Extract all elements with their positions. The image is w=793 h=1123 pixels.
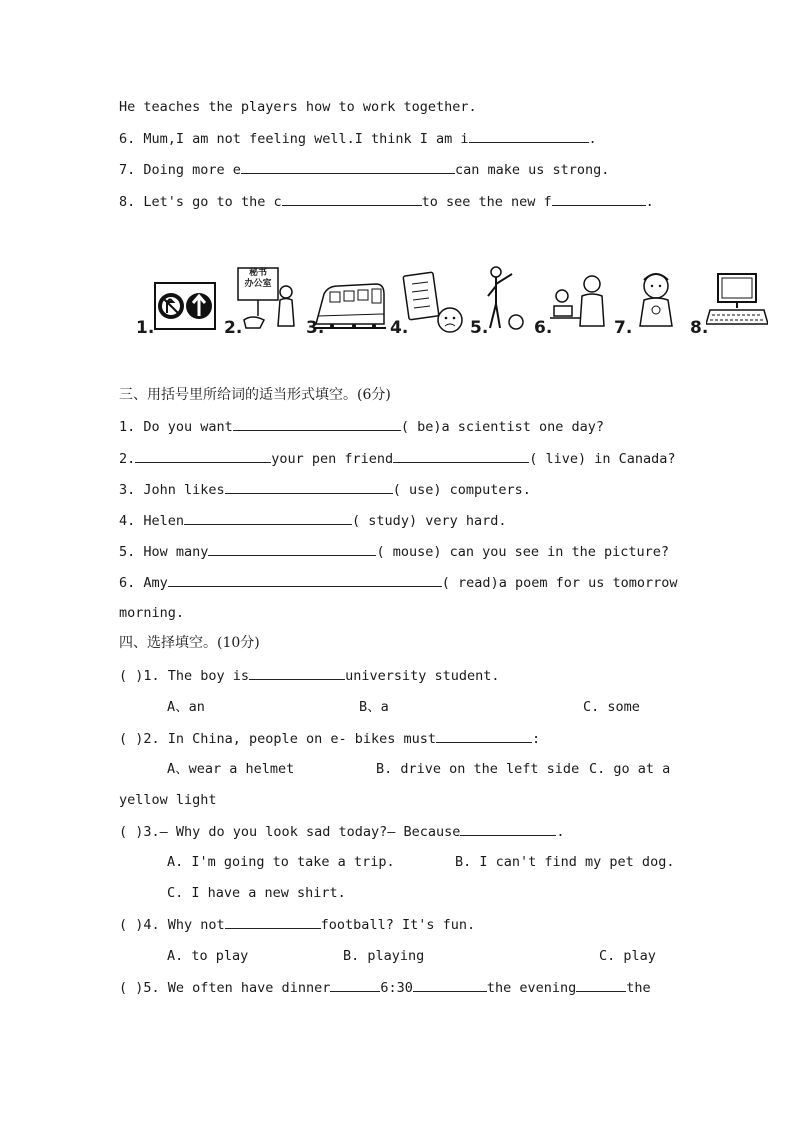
fill-in-8: 8. Let's go to the c to see the new f . [119,194,654,210]
answer-blank[interactable] [413,978,487,992]
subway-train-icon [314,280,386,332]
traffic-signs-icon [154,282,216,330]
answer-blank[interactable] [460,822,556,836]
answer-blank[interactable] [168,573,442,587]
section-4-heading: 四、选择填空。(10分) [119,635,260,651]
mcq-2-option-b[interactable]: B. drive on the left side [376,761,580,777]
answer-blank[interactable] [576,978,626,992]
answer-paren[interactable]: ( ) [119,980,144,996]
question-number: 8. [119,194,136,210]
picture-label: 6. [534,318,553,338]
question-number: 7. [119,162,136,178]
picture-label: 5. [470,318,489,338]
mcq-5-stem: ( )5. We often have dinner 6:30 the evening the [119,980,651,996]
answer-blank[interactable] [436,729,532,743]
mcq-1-stem: ( )1. The boy is university student. [119,668,500,684]
section-3-item-3: 3. John likes ( use) computers. [119,482,531,498]
mcq-4-option-a[interactable]: A. to play [167,948,249,964]
answer-blank[interactable] [184,511,352,525]
section-3-item-6: 6. Amy ( read)a poem for us tomorrow [119,575,678,591]
sick-girl-icon [630,268,680,332]
section-3-item-5: 5. How many ( mouse) can you see in the picture? [119,544,670,560]
fill-in-7: 7. Doing more e can make us strong. [119,162,610,178]
picture-label: 7. [614,318,633,338]
answer-blank[interactable] [208,542,376,556]
mcq-4-stem: ( )4. Why not football? It's fun. [119,917,476,933]
answer-blank[interactable] [241,160,455,174]
answer-blank[interactable] [233,417,401,431]
picture-label: 3. [306,318,325,338]
mcq-1-option-b[interactable]: B、a [359,699,389,715]
mcq-2-option-c-continued: yellow light [119,792,217,808]
answer-blank[interactable] [282,192,422,206]
picture-label: 1. [136,318,155,338]
mcq-2-option-a[interactable]: A、wear a helmet [167,761,295,777]
answer-blank[interactable] [225,480,393,494]
mcq-1-option-c[interactable]: C. some [583,699,640,715]
section-3-item-6-continued: morning. [119,605,185,621]
answer-paren[interactable]: ( ) [119,917,144,933]
answer-paren[interactable]: ( ) [119,824,144,840]
answer-blank[interactable] [330,978,380,992]
mcq-4-option-b[interactable]: B. playing [343,948,425,964]
checklist-worried-face-icon [402,270,466,334]
picture-strip [130,262,770,340]
section-3-item-2: 2. your pen friend ( live) in Canada? [119,451,676,467]
picture-label: 2. [224,318,243,338]
teacher-student-icon [546,272,608,332]
mcq-1-option-a[interactable]: A、an [167,699,205,715]
mcq-2-option-c[interactable]: C. go at a [589,761,671,777]
fill-in-6: 6. Mum,I am not feeling well.I think I am i . [119,131,597,147]
mcq-3-option-b[interactable]: B. I can't find my pet dog. [455,854,675,870]
mcq-3-option-a[interactable]: A. I'm going to take a trip. [167,854,395,870]
picture-label: 8. [690,318,709,338]
mcq-3-stem: ( )3.— Why do you look sad today?— Because . [119,824,565,840]
office-sign-text: 秘书 办公室 [244,268,272,289]
section-3-item-1: 1. Do you want ( be)a scientist one day? [119,419,605,435]
mcq-4-option-c[interactable]: C. play [599,948,656,964]
coach-icon [482,264,526,334]
answer-blank[interactable] [225,915,321,929]
coach-sentence: He teaches the players how to work together. [119,99,477,115]
answer-blank[interactable] [393,449,529,463]
answer-paren[interactable]: ( ) [119,731,144,747]
section-3-item-4: 4. Helen ( study) very hard. [119,513,507,529]
answer-blank[interactable] [135,449,271,463]
mcq-2-stem: ( )2. In China, people on e- bikes must : [119,731,541,747]
section-3-heading: 三、用括号里所给词的适当形式填空。(6分) [119,387,391,403]
computer-icon [706,272,768,330]
mcq-3-option-c[interactable]: C. I have a new shirt. [167,885,346,901]
answer-blank[interactable] [469,129,589,143]
answer-paren[interactable]: ( ) [119,668,144,684]
answer-blank[interactable] [249,666,345,680]
answer-blank[interactable] [552,192,646,206]
question-number: 6. [119,131,136,147]
picture-label: 4. [390,318,409,338]
